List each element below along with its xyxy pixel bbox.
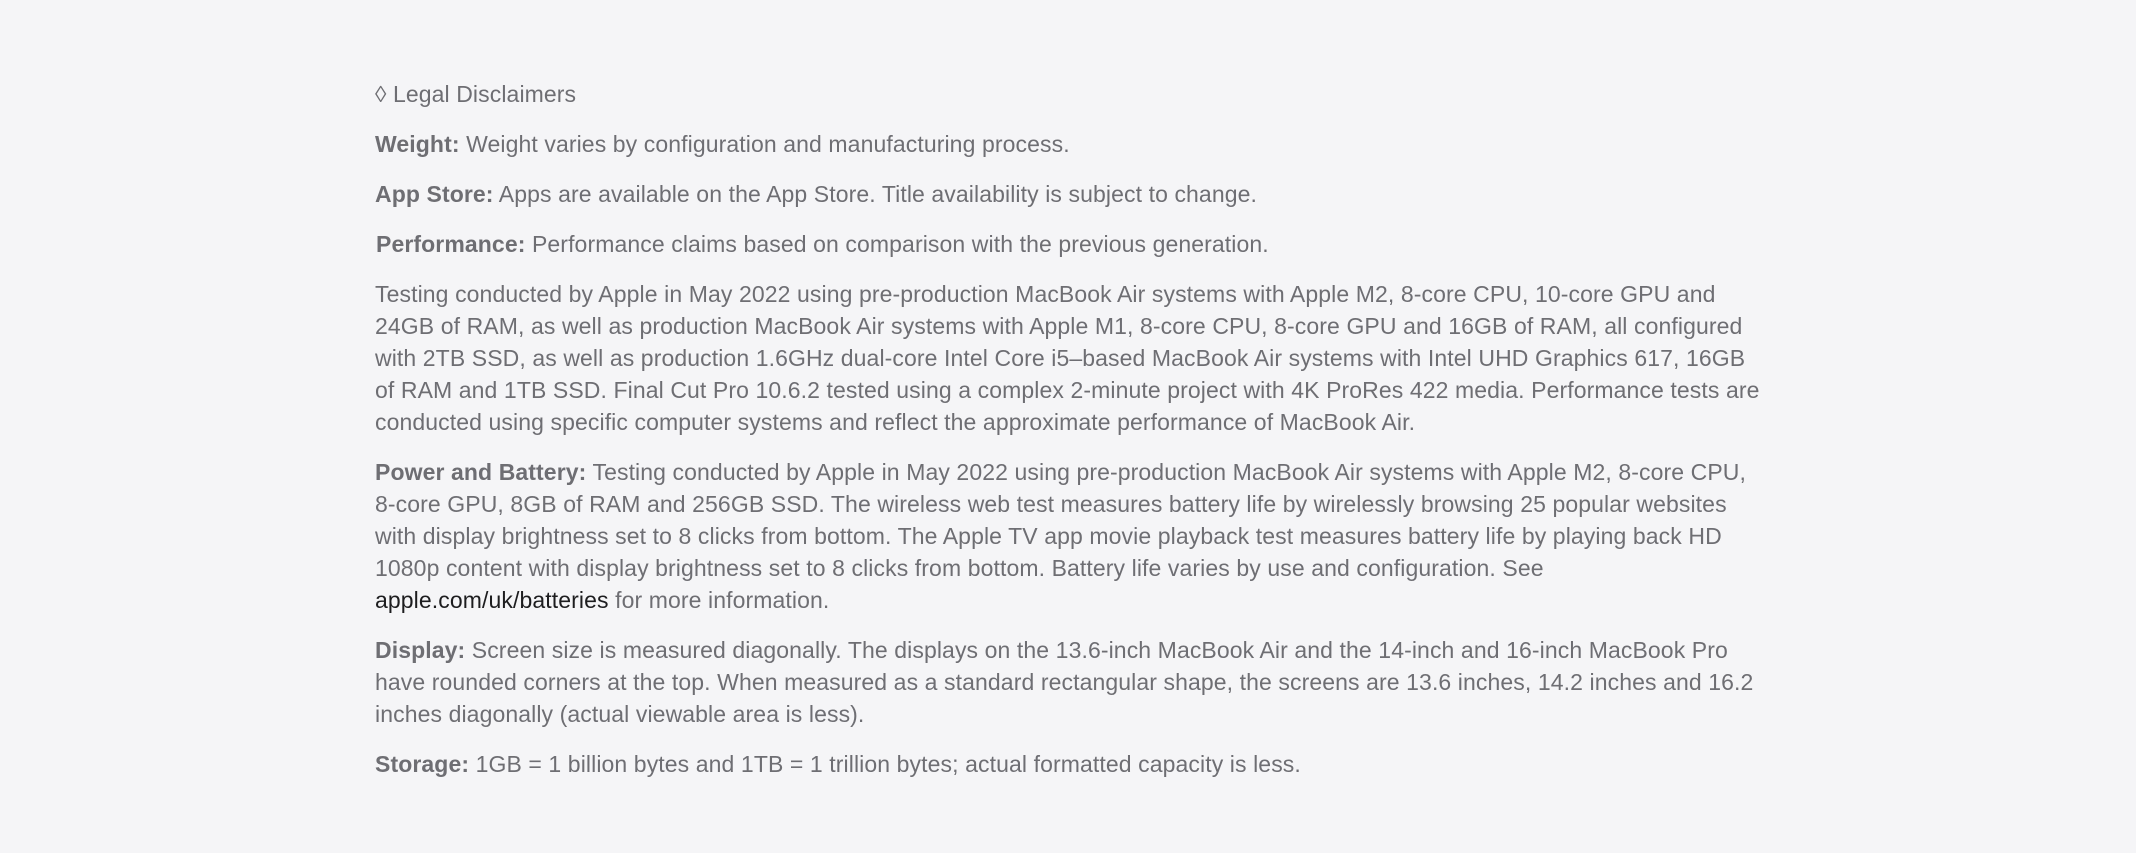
- batteries-link[interactable]: apple.com/uk/batteries: [375, 587, 609, 613]
- power-battery-text-after: for more information.: [608, 587, 830, 613]
- weight-footnote: [375, 128, 1765, 160]
- testing-footnote: Testing conducted by Apple in May 2022 using pre-production MacBook Air systems with Apple M2, 8-core CPU, 10-core GPU and 24GB of RAM, as well as production MacBook Air systems with Apple M1, 8-core CPU, 8-core GPU and 16GB of RAM, all configured with 2TB SSD, as well as production 1.6GHz dual-core Intel Core i5–based MacBook Air systems with Intel UHD Graphics 617, 16GB of RAM and 1TB SSD. Final Cut Pro 10.6.2 tested using a complex 2-minute project with 4K ProRes 422 media. Performance tests are conducted using specific computer systems and reflect the approximate performance of MacBook Air.: [375, 281, 1760, 435]
- weight-label: Weight:: [375, 131, 460, 157]
- app-store-footnote: [375, 178, 1765, 210]
- power-battery-text: Testing conducted by Apple in May 2022 using pre-production MacBook Air systems with Apple M2, 8-core CPU, 8-core GPU, 8GB of RAM and 256GB SSD. The wireless web test measures battery life by wirelessly browsing 25 popular websites with display brightness set to 8 clicks from bottom. The Apple TV app movie playback test measures battery life by playing back HD 1080p content with display brightness set to 8 clicks from bottom. Battery life varies by use and configuration. See: [375, 459, 1746, 581]
- display-text: Screen size is measured diagonally. The displays on the 13.6-inch MacBook Air and the 14-inch and 16-inch MacBook Pro have rounded corners at the top. When measured as a standard rectangular shape, the screens are 13.6 inches, 14.2 inches and 16.2 inches diagonally (actual viewable area is less).: [375, 637, 1754, 727]
- performance-label: Performance:: [376, 231, 526, 257]
- app-store-label: App Store:: [375, 181, 494, 207]
- app-store-text: Apps are available on the App Store. Title availability is subject to change.: [493, 181, 1257, 207]
- legal-disclaimers-heading: ◊ Legal Disclaimers: [375, 81, 577, 107]
- performance-text: Performance claims based on comparison with the previous generation.: [525, 231, 1269, 257]
- power-battery-label: Power and Battery:: [375, 459, 587, 485]
- performance-footnote: [375, 228, 1765, 260]
- storage-footnote: [375, 748, 1765, 780]
- display-footnote: [375, 634, 1765, 730]
- storage-label: Storage:: [375, 751, 470, 777]
- legal-disclaimers-section: [375, 78, 1765, 798]
- power-battery-footnote: [375, 456, 1765, 616]
- storage-text: 1GB = 1 billion bytes and 1TB = 1 trillion bytes; actual formatted capacity is less.: [469, 751, 1301, 777]
- weight-text: Weight varies by configuration and manufacturing process.: [459, 131, 1070, 157]
- display-label: Display:: [375, 637, 466, 663]
